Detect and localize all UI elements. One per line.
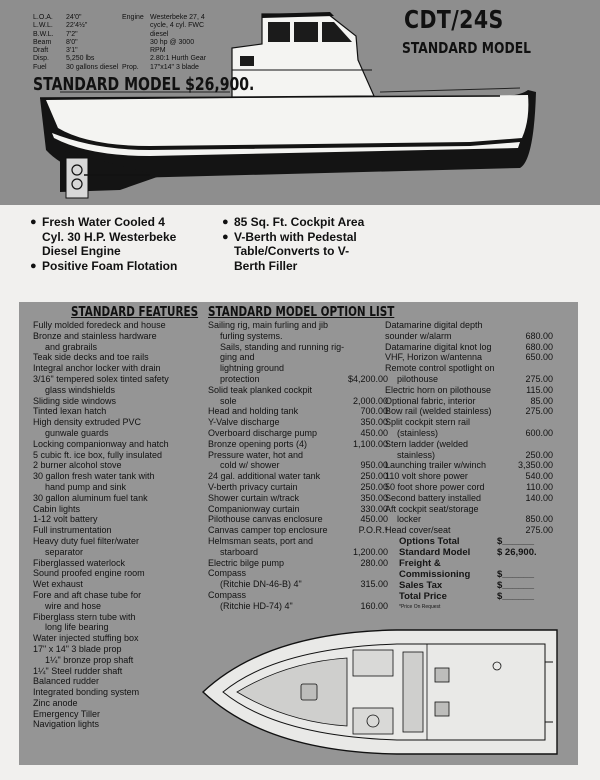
total-row bbox=[385, 580, 553, 591]
option-item bbox=[208, 385, 388, 396]
option-label: cold w/ shower bbox=[220, 460, 280, 471]
options-column-2 bbox=[385, 302, 553, 610]
option-item bbox=[208, 406, 388, 417]
bullet-icon: ● bbox=[222, 230, 229, 243]
spec-label: L.O.A. bbox=[33, 14, 53, 21]
spec-value: RPM bbox=[150, 47, 166, 55]
option-price: 315.00 bbox=[360, 579, 388, 590]
option-label: Datamarine digital depth bbox=[385, 320, 483, 330]
option-item bbox=[385, 352, 553, 363]
feature-text: Sound proofed engine room bbox=[33, 568, 145, 579]
option-item bbox=[208, 536, 388, 547]
option-label: Sailing rig, main furling and jib bbox=[208, 320, 329, 330]
total-label: Standard Model bbox=[399, 546, 471, 558]
total-label: Freight & bbox=[399, 557, 441, 569]
spec-value: cycle, 4 cyl. FWC bbox=[150, 22, 205, 30]
option-item bbox=[208, 439, 388, 450]
feature-text: Integrated bonding system bbox=[33, 687, 140, 698]
option-item bbox=[208, 428, 388, 439]
option-item bbox=[208, 342, 388, 353]
option-label: (Ritchie HD-74) 4" bbox=[220, 600, 293, 611]
option-item bbox=[208, 482, 388, 493]
feature-text: and grabrails bbox=[45, 341, 98, 352]
option-item bbox=[208, 374, 388, 385]
feature-text: Full instrumentation bbox=[33, 525, 112, 536]
feature-item bbox=[33, 655, 201, 666]
option-price: 680.00 bbox=[525, 341, 553, 352]
feature-item bbox=[33, 320, 201, 331]
option-price: 110.00 bbox=[526, 481, 553, 492]
spec-label bbox=[122, 39, 150, 47]
total-label: Total Price bbox=[399, 590, 447, 602]
feature-item bbox=[33, 460, 201, 471]
standard-features-list bbox=[33, 320, 201, 730]
features-options-panel bbox=[19, 302, 578, 765]
option-list-title: STANDARD MODEL OPTION LIST bbox=[208, 305, 395, 320]
spec-value: 5,250 lbs bbox=[66, 55, 95, 63]
option-label: Solid teak planked cockpit bbox=[208, 384, 313, 395]
option-price: 140.00 bbox=[525, 492, 553, 503]
option-label: Bow rail (welded stainless) bbox=[385, 406, 492, 417]
option-price: 275.00 bbox=[525, 406, 553, 417]
spec-value: 30 hp @ 3000 bbox=[150, 38, 195, 46]
spec-value: 24'0" bbox=[66, 14, 82, 21]
deck-layout-plan bbox=[197, 622, 567, 762]
option-price: 650.00 bbox=[525, 352, 553, 363]
feature-text: 1-12 volt battery bbox=[33, 514, 98, 525]
option-label: Compass bbox=[208, 589, 247, 600]
option-item bbox=[208, 363, 388, 374]
feature-text: glass windshields bbox=[45, 384, 116, 395]
feature-item bbox=[33, 342, 201, 353]
total-row bbox=[385, 591, 553, 602]
feature-item bbox=[33, 493, 201, 504]
feature-item bbox=[33, 590, 201, 601]
total-value: $______ bbox=[497, 568, 534, 580]
bullet-icon: ● bbox=[30, 216, 37, 228]
feature-item bbox=[33, 676, 201, 687]
highlights-right bbox=[222, 215, 392, 273]
feature-item bbox=[33, 428, 201, 439]
option-item bbox=[385, 396, 553, 407]
option-item bbox=[208, 396, 388, 407]
option-label: 24 gal. additional water tank bbox=[208, 471, 321, 482]
spec-value: 7'2" bbox=[66, 30, 78, 38]
option-list-2 bbox=[385, 320, 553, 536]
option-price: 600.00 bbox=[525, 427, 553, 438]
feature-text: Fore and aft chase tube for bbox=[33, 589, 142, 600]
option-price: 950.00 bbox=[360, 460, 388, 471]
spec-row bbox=[33, 31, 230, 39]
spec-value: diesel bbox=[150, 30, 169, 38]
feature-item bbox=[33, 601, 201, 612]
option-label: Launching trailer w/winch bbox=[385, 460, 487, 471]
option-label: Optional fabric, interior bbox=[385, 395, 476, 406]
feature-text: Cabin lights bbox=[33, 503, 81, 514]
option-label: Second battery installed bbox=[385, 492, 482, 503]
feature-item bbox=[33, 568, 201, 579]
option-item bbox=[385, 450, 553, 461]
option-item bbox=[208, 525, 388, 536]
option-label: ging and bbox=[220, 352, 255, 363]
feature-item bbox=[33, 450, 201, 461]
option-label: (Ritchie DN-46-B) 4" bbox=[220, 579, 302, 590]
option-label: sounder w/alarm bbox=[385, 330, 452, 341]
highlight-item bbox=[30, 259, 220, 274]
option-item bbox=[208, 579, 388, 590]
option-item bbox=[208, 320, 388, 331]
option-price: 85.00 bbox=[530, 395, 553, 406]
spec-table bbox=[33, 14, 230, 72]
option-label: 110 volt shore power bbox=[385, 471, 468, 482]
option-price: 350.00 bbox=[360, 417, 388, 428]
feature-item bbox=[33, 709, 201, 720]
option-label: (stainless) bbox=[397, 427, 439, 438]
highlight-item bbox=[222, 230, 392, 274]
option-label: Remote control spotlight on bbox=[385, 363, 495, 374]
feature-text: Emergency Tiller bbox=[33, 708, 101, 719]
option-list-1 bbox=[208, 320, 388, 612]
spec-row bbox=[33, 14, 230, 22]
option-label: stainless) bbox=[397, 449, 436, 460]
option-item bbox=[385, 428, 553, 439]
feature-text: 5 cubic ft. ice box, fully insulated bbox=[33, 449, 163, 460]
option-item bbox=[385, 331, 553, 342]
option-item bbox=[385, 406, 553, 417]
feature-text: Bronze and stainless hardware bbox=[33, 330, 157, 341]
option-item bbox=[385, 385, 553, 396]
feature-item bbox=[33, 514, 201, 525]
feature-text: Integral anchor locker with drain bbox=[33, 363, 161, 374]
option-label: Pilothouse canvas enclosure bbox=[208, 514, 323, 525]
spec-label: B.W.L. bbox=[33, 30, 54, 38]
option-price: 330.00 bbox=[360, 503, 388, 514]
feature-item bbox=[33, 719, 201, 730]
feature-item bbox=[33, 633, 201, 644]
option-price: 250.00 bbox=[360, 471, 388, 482]
feature-item bbox=[33, 525, 201, 536]
option-item bbox=[208, 568, 388, 579]
option-label: Datamarine digital knot log bbox=[385, 341, 492, 352]
spec-row bbox=[33, 55, 230, 63]
option-item bbox=[208, 547, 388, 558]
price-totals bbox=[385, 536, 553, 602]
option-item bbox=[385, 363, 553, 374]
total-value: $______ bbox=[497, 590, 534, 602]
feature-text: hand pump and sink bbox=[45, 481, 127, 492]
feature-text: High density extruded PVC bbox=[33, 417, 142, 428]
feature-item bbox=[33, 558, 201, 569]
option-price: 2,000.00 bbox=[352, 395, 388, 406]
model-subtitle: STANDARD MODEL bbox=[402, 39, 531, 57]
options-column-1 bbox=[208, 302, 395, 612]
spec-value: Westerbeke 27, 4 bbox=[150, 14, 205, 21]
option-item bbox=[208, 460, 388, 471]
option-item bbox=[385, 504, 553, 515]
total-row bbox=[385, 569, 553, 580]
spec-value: 30 gallons diesel bbox=[66, 63, 119, 71]
option-price: 700.00 bbox=[360, 406, 388, 417]
option-price: 275.00 bbox=[525, 525, 553, 536]
feature-text: Water injected stuffing box bbox=[33, 633, 139, 644]
feature-text: Heavy duty fuel filter/water bbox=[33, 535, 140, 546]
feature-item bbox=[33, 331, 201, 342]
option-label: protection bbox=[220, 373, 260, 384]
option-price: P.O.R.* bbox=[358, 525, 388, 536]
highlight-text: 85 Sq. Ft. Cockpit Area bbox=[234, 215, 365, 229]
standard-features-title: STANDARD FEATURES bbox=[71, 305, 199, 320]
feature-text: Sliding side windows bbox=[33, 395, 117, 406]
option-item bbox=[385, 342, 553, 353]
feature-text: wire and hose bbox=[45, 600, 102, 611]
feature-text: Teak side decks and toe rails bbox=[33, 352, 149, 363]
feature-text: gunwale guards bbox=[45, 427, 109, 438]
option-item bbox=[208, 558, 388, 569]
feature-text: separator bbox=[45, 546, 84, 557]
option-label: Y-Valve discharge bbox=[208, 417, 280, 428]
spec-label: Fuel bbox=[33, 63, 47, 71]
spec-row bbox=[33, 47, 230, 55]
option-label: Aft cockpit seat/storage bbox=[385, 503, 479, 514]
feature-item bbox=[33, 471, 201, 482]
option-price: 450.00 bbox=[360, 427, 388, 438]
option-label: Head cover/seat bbox=[385, 525, 451, 536]
bullet-icon: ● bbox=[30, 259, 37, 272]
spec-label bbox=[122, 31, 150, 39]
spec-value: 2.80:1 Hurth Gear bbox=[150, 55, 207, 63]
option-label: locker bbox=[397, 514, 422, 525]
option-item bbox=[385, 417, 553, 428]
feature-text: long life bearing bbox=[45, 622, 109, 633]
bullet-icon: ● bbox=[222, 216, 229, 228]
feature-text: Locking companionway and hatch bbox=[33, 438, 169, 449]
feature-text: 30 gallon aluminum fuel tank bbox=[33, 492, 148, 503]
option-label: Head and holding tank bbox=[208, 406, 299, 417]
spec-label: Beam bbox=[33, 38, 52, 46]
option-item bbox=[385, 460, 553, 471]
feature-item bbox=[33, 547, 201, 558]
spec-label: Prop. bbox=[122, 63, 139, 71]
option-price: 450.00 bbox=[360, 514, 388, 525]
feature-item bbox=[33, 579, 201, 590]
option-label: Shower curtain w/track bbox=[208, 492, 300, 503]
feature-item bbox=[33, 687, 201, 698]
spec-label bbox=[122, 55, 150, 63]
option-item bbox=[208, 504, 388, 515]
feature-text: Tinted lexan hatch bbox=[33, 406, 107, 417]
option-label: Companionway curtain bbox=[208, 503, 300, 514]
option-price: 250.00 bbox=[525, 449, 553, 460]
highlight-text: Positive Foam Flotation bbox=[42, 258, 178, 273]
spec-value: 3'1" bbox=[66, 47, 78, 55]
option-price: 280.00 bbox=[360, 557, 388, 568]
highlight-item bbox=[222, 215, 392, 230]
option-price: 250.00 bbox=[360, 481, 388, 492]
option-price: 350.00 bbox=[360, 492, 388, 503]
option-label: Compass bbox=[208, 568, 247, 579]
option-label: V-berth privacy curtain bbox=[208, 481, 298, 492]
total-label: Sales Tax bbox=[399, 579, 443, 591]
option-price: 680.00 bbox=[525, 330, 553, 341]
feature-text: 30 gallon fresh water tank with bbox=[33, 471, 155, 482]
feature-text: Zinc anode bbox=[33, 697, 78, 708]
spec-value: 8'0" bbox=[66, 38, 78, 46]
option-item bbox=[208, 590, 388, 601]
standard-features-column bbox=[33, 302, 201, 730]
feature-text: Navigation lights bbox=[33, 719, 100, 730]
option-label: Sails, standing and running rig- bbox=[220, 341, 345, 352]
spec-row bbox=[33, 64, 230, 72]
highlight-text: Fresh Water Cooled 4 Cyl. 30 H.P. Westerbeke Diesel Engine bbox=[42, 215, 177, 258]
boat-profile-panel bbox=[0, 0, 600, 205]
feature-item bbox=[33, 417, 201, 428]
option-price: 3,350.00 bbox=[517, 460, 553, 471]
spec-row bbox=[33, 39, 230, 47]
option-item bbox=[385, 514, 553, 525]
feature-item bbox=[33, 644, 201, 655]
spec-row bbox=[33, 22, 230, 30]
option-label: Stern ladder (welded bbox=[385, 438, 469, 449]
option-item bbox=[385, 482, 553, 493]
option-item bbox=[208, 471, 388, 482]
feature-item bbox=[33, 504, 201, 515]
feature-item bbox=[33, 352, 201, 363]
highlight-text: V-Berth with Pedestal Table/Converts to V- Berth Filler bbox=[234, 229, 357, 273]
option-label: pilothouse bbox=[397, 373, 439, 384]
total-value bbox=[497, 558, 553, 569]
feature-item bbox=[33, 406, 201, 417]
model-code: CDT/24S bbox=[404, 5, 504, 34]
option-label: Pressure water, hot and bbox=[208, 449, 304, 460]
feature-text: Fiberglass stern tube with bbox=[33, 611, 136, 622]
option-label: Bronze opening ports (4) bbox=[208, 438, 308, 449]
option-price: 275.00 bbox=[525, 373, 553, 384]
footnote: *Price On Request bbox=[399, 603, 441, 610]
feature-item bbox=[33, 622, 201, 633]
option-list-title-spacer bbox=[385, 302, 519, 320]
option-price: 540.00 bbox=[525, 471, 553, 482]
option-item bbox=[208, 493, 388, 504]
price-headline: STANDARD MODEL $26,900. bbox=[33, 74, 255, 95]
spec-value: 22'4½" bbox=[66, 22, 88, 30]
total-label: Commissioning bbox=[399, 568, 471, 580]
option-label: Overboard discharge pump bbox=[208, 427, 318, 438]
option-item bbox=[208, 514, 388, 525]
highlight-item bbox=[30, 215, 220, 259]
option-item bbox=[385, 320, 553, 331]
feature-item bbox=[33, 385, 201, 396]
total-row bbox=[385, 558, 553, 569]
spec-value: 17"x14" 3 blade bbox=[150, 63, 199, 71]
option-item bbox=[208, 450, 388, 461]
total-row bbox=[385, 536, 553, 547]
option-price: 115.00 bbox=[526, 384, 553, 395]
option-price: 850.00 bbox=[525, 514, 553, 525]
feature-item bbox=[33, 612, 201, 623]
option-label: lightning ground bbox=[220, 363, 285, 374]
option-label: Electric bilge pump bbox=[208, 557, 285, 568]
feature-text: Balanced rudder bbox=[33, 676, 100, 687]
spec-label bbox=[122, 47, 150, 55]
feature-text: 17" x 14" 3 blade prop bbox=[33, 643, 122, 654]
total-label: Options Total bbox=[399, 535, 460, 547]
option-item bbox=[208, 417, 388, 428]
option-price: 1,200.00 bbox=[352, 546, 388, 557]
total-row bbox=[385, 547, 553, 558]
spec-label bbox=[122, 22, 150, 30]
feature-text: 1¼" bronze prop shaft bbox=[45, 654, 134, 665]
total-value: $ 26,900. bbox=[497, 546, 537, 558]
option-label: Helmsman seats, port and bbox=[208, 535, 314, 546]
spec-label: Engine bbox=[122, 14, 144, 21]
feature-item bbox=[33, 363, 201, 374]
option-item bbox=[208, 352, 388, 363]
feature-item bbox=[33, 374, 201, 385]
option-item bbox=[385, 439, 553, 450]
feature-item bbox=[33, 396, 201, 407]
spec-label: L.W.L. bbox=[33, 22, 53, 30]
option-item bbox=[385, 493, 553, 504]
spec-label: Draft bbox=[33, 47, 49, 55]
option-label: sole bbox=[220, 395, 237, 406]
feature-item bbox=[33, 439, 201, 450]
feature-text: Fiberglassed waterlock bbox=[33, 557, 126, 568]
option-price: 160.00 bbox=[360, 600, 388, 611]
option-item bbox=[208, 601, 388, 612]
feature-item bbox=[33, 666, 201, 677]
feature-item bbox=[33, 536, 201, 547]
option-label: Electric horn on pilothouse bbox=[385, 384, 492, 395]
option-label: starboard bbox=[220, 546, 259, 557]
spec-label: Disp. bbox=[33, 55, 49, 63]
feature-text: Wet exhaust bbox=[33, 579, 83, 590]
feature-text: 3/16" tempered solex tinted safety bbox=[33, 373, 169, 384]
feature-text: 1¼" Steel rudder shaft bbox=[33, 665, 123, 676]
option-label: Split cockpit stern rail bbox=[385, 417, 471, 428]
option-label: furling systems. bbox=[220, 330, 283, 341]
highlights-left bbox=[30, 215, 220, 273]
feature-text: Fully molded foredeck and house bbox=[33, 320, 166, 330]
feature-item bbox=[33, 482, 201, 493]
option-price: $4,200.00 bbox=[347, 373, 388, 384]
option-item bbox=[385, 374, 553, 385]
total-value: $______ bbox=[497, 535, 534, 547]
option-label: Canvas camper top enclosure bbox=[208, 525, 328, 536]
feature-item bbox=[33, 698, 201, 709]
option-label: VHF, Horizon w/antenna bbox=[385, 352, 483, 363]
option-item bbox=[208, 331, 388, 342]
option-item bbox=[385, 471, 553, 482]
option-item bbox=[385, 525, 553, 536]
feature-text: 2 burner alcohol stove bbox=[33, 460, 122, 471]
option-price: 1,100.00 bbox=[352, 438, 388, 449]
option-label: 50 foot shore power cord bbox=[385, 481, 485, 492]
total-value: $______ bbox=[497, 579, 534, 591]
